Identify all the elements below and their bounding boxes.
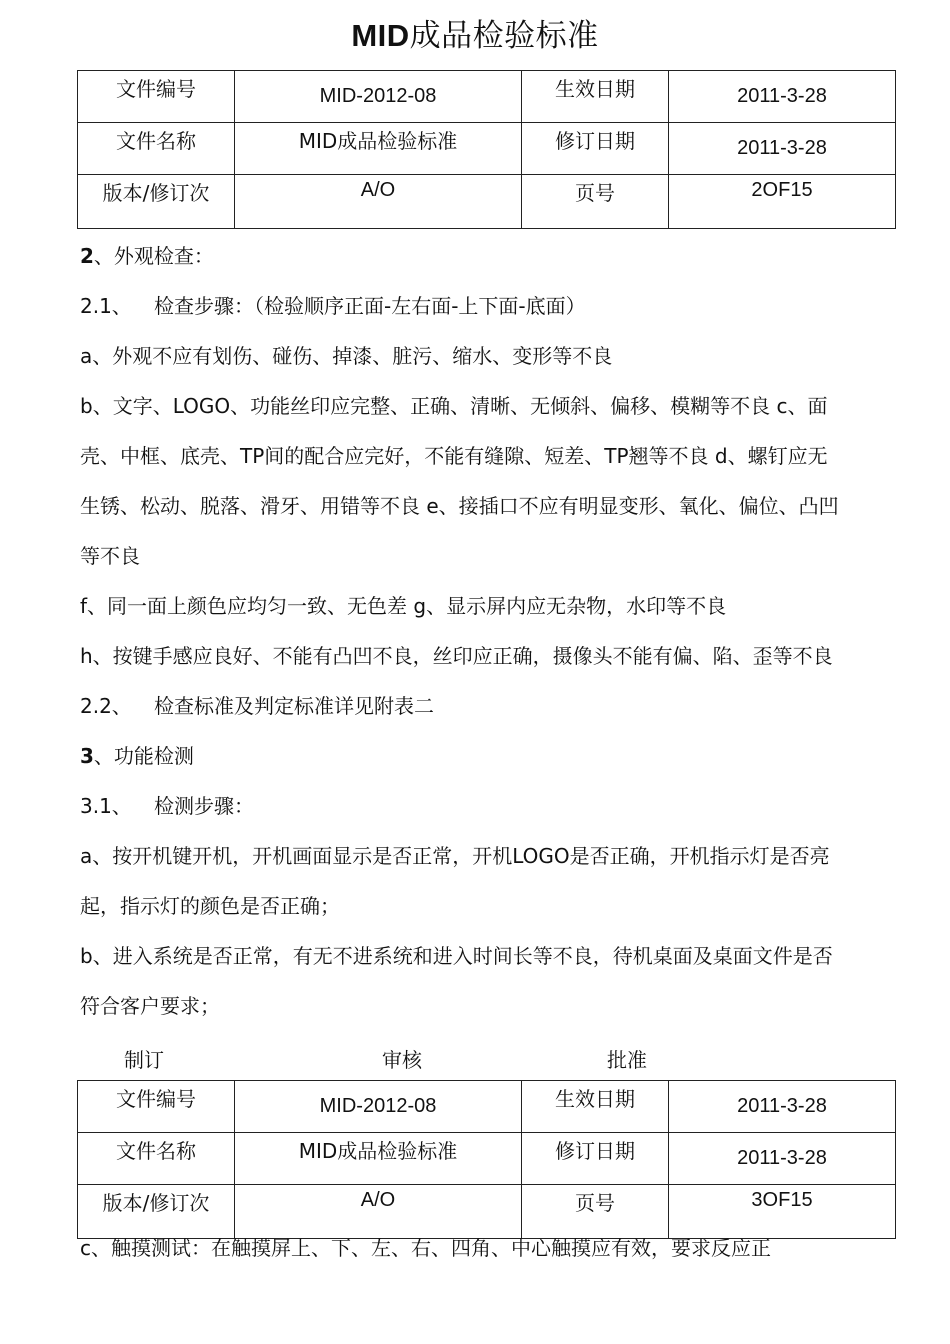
table-row <box>78 1081 896 1133</box>
section-number: 2 <box>80 244 94 268</box>
document-title <box>0 14 950 58</box>
table-row <box>78 175 896 229</box>
subsection-text: 检查标准及判定标准详见附表二 <box>154 694 434 718</box>
value-page-number: 3OF15 <box>669 1185 896 1239</box>
subsection-2-1 <box>80 292 586 320</box>
label-file-name: 文件名称 <box>78 123 235 175</box>
label-version: 版本/修订次 <box>78 175 235 229</box>
value-version: A/O <box>235 175 522 229</box>
section-3-heading <box>80 742 194 770</box>
value-file-name: MID成品检验标准 <box>235 123 522 175</box>
signature-review-label: 审核 <box>382 1048 422 1072</box>
table-row <box>78 1133 896 1185</box>
signature-made-label: 制订 <box>124 1048 164 1072</box>
label-version: 版本/修订次 <box>78 1185 235 1239</box>
paragraph-line: b、进入系统是否正常，有无不进系统和进入时间长等不良，待机桌面及桌面文件是否 <box>80 944 833 968</box>
table-row <box>78 71 896 123</box>
paragraph-line: 符合客户要求； <box>80 994 220 1018</box>
section-2-heading <box>80 242 214 270</box>
section-number: 3 <box>80 744 94 768</box>
subsection-3-1 <box>80 792 254 820</box>
subsection-text: 检测步骤： <box>154 794 254 818</box>
paragraph-line: b、文字、LOGO、功能丝印应完整、正确、清晰、无倾斜、偏移、模糊等不良 c、面 <box>80 394 828 418</box>
document-title-latin: MID <box>351 18 410 53</box>
label-page-number: 页号 <box>522 175 669 229</box>
paragraph-line: a、外观不应有划伤、碰伤、掉漆、脏污、缩水、变形等不良 <box>80 344 613 368</box>
value-page-number: 2OF15 <box>669 175 896 229</box>
paragraph-line: c、触摸测试：在触摸屏上、下、左、右、四角、中心触摸应有效，要求反应正 <box>80 1236 771 1260</box>
paragraph-line: 壳、中框、底壳、TP间的配合应完好，不能有缝隙、短差、TP翘等不良 d、螺钉应无 <box>80 444 828 468</box>
value-file-name: MID成品检验标准 <box>235 1133 522 1185</box>
document-info-table-1 <box>77 70 896 229</box>
subsection-text: 检查步骤：（检验顺序正面-左右面-上下面-底面） <box>154 294 586 318</box>
paragraph-line: f、同一面上颜色应均匀一致、无色差 g、显示屏内应无杂物，水印等不良 <box>80 594 727 618</box>
label-revision-date: 修订日期 <box>522 123 669 175</box>
value-revision-date: 2011-3-28 <box>669 123 896 175</box>
paragraph-line: a、按开机键开机，开机画面显示是否正常，开机LOGO是否正确，开机指示灯是否亮 <box>80 844 830 868</box>
value-file-number: MID-2012-08 <box>235 1081 522 1133</box>
value-file-number: MID-2012-08 <box>235 71 522 123</box>
subsection-number: 2.2、 <box>80 694 132 718</box>
label-page-number: 页号 <box>522 1185 669 1239</box>
value-effective-date: 2011-3-28 <box>669 1081 896 1133</box>
signature-approve-label: 批准 <box>607 1048 647 1072</box>
label-revision-date: 修订日期 <box>522 1133 669 1185</box>
label-file-number: 文件编号 <box>78 1081 235 1133</box>
document-title-cn: 成品检验标准 <box>409 18 599 54</box>
subsection-2-2 <box>80 692 434 720</box>
section-title: 、外观检查： <box>93 244 214 268</box>
paragraph-line: 等不良 <box>80 544 140 568</box>
table-row <box>78 1185 896 1239</box>
paragraph-line: h、按键手感应良好、不能有凸凹不良，丝印应正确，摄像头不能有偏、陷、歪等不良 <box>80 644 833 668</box>
table-row <box>78 123 896 175</box>
value-version: A/O <box>235 1185 522 1239</box>
subsection-number: 3.1、 <box>80 794 132 818</box>
label-effective-date: 生效日期 <box>522 71 669 123</box>
value-revision-date: 2011-3-28 <box>669 1133 896 1185</box>
label-effective-date: 生效日期 <box>522 1081 669 1133</box>
subsection-number: 2.1、 <box>80 294 132 318</box>
label-file-name: 文件名称 <box>78 1133 235 1185</box>
paragraph-line: 生锈、松动、脱落、滑牙、用错等不良 e、接插口不应有明显变形、氧化、偏位、凸凹 <box>80 494 839 518</box>
label-file-number: 文件编号 <box>78 71 235 123</box>
paragraph-line: 起，指示灯的颜色是否正确； <box>80 894 340 918</box>
value-effective-date: 2011-3-28 <box>669 71 896 123</box>
section-title: 、功能检测 <box>93 744 194 768</box>
document-info-table-2 <box>77 1080 896 1239</box>
